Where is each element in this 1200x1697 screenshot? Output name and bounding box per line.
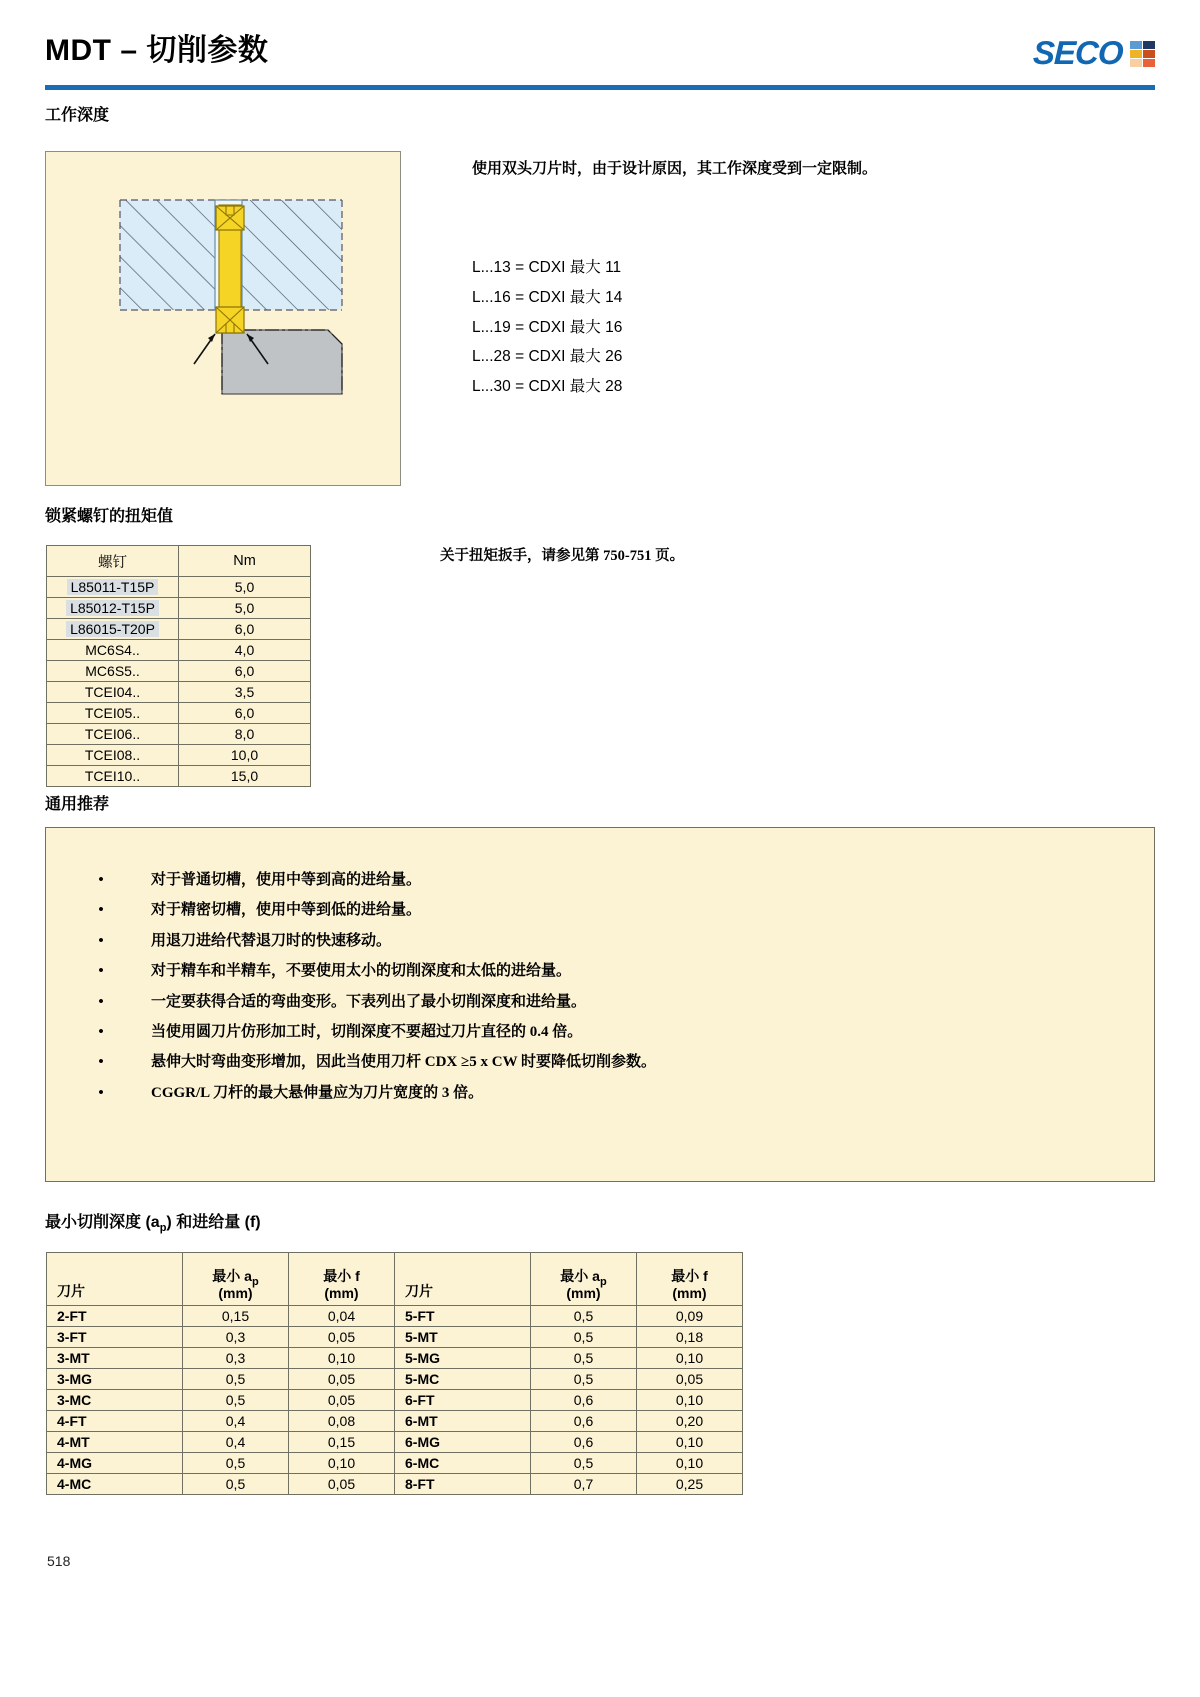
table-row: [47, 1306, 743, 1327]
recommendation-text: CGGR/L 刀杆的最大悬伸量应为刀片宽度的 3 倍。: [151, 1084, 484, 1101]
min-ap-left: 0,3: [183, 1327, 289, 1348]
min-values-heading: [45, 1213, 261, 1233]
seco-wordmark: SECO: [1032, 34, 1124, 71]
bullet-icon: •: [98, 1084, 104, 1101]
table-row: [47, 1474, 743, 1495]
torque-wrench-note: 关于扭矩扳手，请参见第 750-751 页。: [440, 548, 685, 564]
torque-nm: 4,0: [179, 640, 311, 661]
min-ap-right: 0,5: [531, 1453, 637, 1474]
table-row: [47, 1390, 743, 1411]
working-depth-figure: [45, 151, 401, 486]
working-depth-heading: 工作深度: [45, 107, 110, 124]
min-col-f-left-l2: (mm): [324, 1285, 359, 1301]
min-col-ap-right: [531, 1253, 637, 1306]
min-insert-right: 6-MC: [395, 1453, 531, 1474]
list-item: [96, 1078, 656, 1108]
min-ap-left: 0,5: [183, 1474, 289, 1495]
min-values-heading-part1: 最小切削深度 (a: [45, 1214, 160, 1231]
torque-table-wrapper: [46, 545, 311, 787]
min-values-table: [46, 1252, 743, 1495]
min-f-right: 0,10: [637, 1390, 743, 1411]
min-col-insert-right: [395, 1253, 531, 1306]
min-f-left: 0,08: [289, 1411, 395, 1432]
min-f-right: 0,10: [637, 1432, 743, 1453]
min-col-ap-right-l2: (mm): [566, 1285, 601, 1301]
table-row: [47, 577, 311, 598]
min-ap-right: 0,5: [531, 1348, 637, 1369]
cdxi-line: L...19 = CDXI 最大 16: [472, 318, 623, 336]
recommendation-text: 当使用圆刀片仿形加工时，切削深度不要超过刀片直径的 0.4 倍。: [151, 1024, 583, 1041]
min-insert-left: 3-MG: [47, 1369, 183, 1390]
min-col-ap-left-l2: (mm): [218, 1285, 253, 1301]
table-row: [47, 1432, 743, 1453]
min-f-right: 0,10: [637, 1453, 743, 1474]
page-header: [45, 30, 1155, 92]
min-col-insert-left-label: 刀片: [57, 1283, 85, 1299]
min-f-left: 0,05: [289, 1390, 395, 1411]
logo-square-3: [1130, 50, 1142, 58]
table-row: [47, 766, 311, 787]
working-depth-illustration: [46, 152, 400, 485]
logo-square-6: [1143, 59, 1155, 67]
bullet-icon: •: [98, 993, 104, 1010]
logo-square-1: [1130, 41, 1142, 49]
bullet-icon: •: [98, 963, 104, 980]
torque-nm: 5,0: [179, 577, 311, 598]
table-row: [47, 640, 311, 661]
torque-screw: MC6S4..: [47, 640, 179, 661]
min-col-ap-left-l1: 最小 $a_p$: [212, 1268, 259, 1288]
torque-screw: TCEI05..: [47, 703, 179, 724]
recommendation-text: 一定要获得合适的弯曲变形。下表列出了最小切削深度和进给量。: [151, 993, 587, 1010]
min-insert-right: 5-FT: [395, 1306, 531, 1327]
recommendations-list: [96, 865, 656, 1108]
seco-logo-squares-icon: [1130, 41, 1155, 67]
torque-screw: MC6S5..: [47, 661, 179, 682]
min-col-insert-left: [47, 1253, 183, 1306]
table-row: [47, 619, 311, 640]
recommendation-text: 对于精密切槽，使用中等到低的进给量。: [151, 902, 422, 919]
min-ap-left: 0,4: [183, 1432, 289, 1453]
recommendation-text: 对于普通切槽，使用中等到高的进给量。: [151, 872, 422, 888]
table-row: [47, 1348, 743, 1369]
min-insert-right: 6-FT: [395, 1390, 531, 1411]
min-insert-left: 2-FT: [47, 1306, 183, 1327]
cdxi-line: L...28 = CDXI 最大 26: [472, 348, 623, 366]
min-f-left: 0,15: [289, 1432, 395, 1453]
min-col-ap-left: [183, 1253, 289, 1306]
min-ap-left: 0,5: [183, 1369, 289, 1390]
list-item: [96, 987, 656, 1017]
min-ap-right: 0,6: [531, 1411, 637, 1432]
min-insert-left: 4-MG: [47, 1453, 183, 1474]
min-f-left: 0,05: [289, 1327, 395, 1348]
min-col-f-right-l1: 最小 f: [671, 1268, 708, 1284]
bullet-icon: •: [98, 1054, 104, 1071]
list-item: [96, 1047, 656, 1077]
min-insert-right: 5-MG: [395, 1348, 531, 1369]
bullet-icon: •: [98, 872, 104, 888]
min-insert-right: 5-MC: [395, 1369, 531, 1390]
min-ap-left: 0,4: [183, 1411, 289, 1432]
min-f-right: 0,10: [637, 1348, 743, 1369]
min-insert-left: 4-MT: [47, 1432, 183, 1453]
min-insert-left: 4-FT: [47, 1411, 183, 1432]
torque-screw: TCEI04..: [47, 682, 179, 703]
min-f-left: 0,10: [289, 1348, 395, 1369]
recommendation-text: 悬伸大时弯曲变形增加，因此当使用刀杆 CDX ≥5 x CW 时要降低切削参数。: [151, 1054, 657, 1071]
min-ap-left: 0,3: [183, 1348, 289, 1369]
min-col-f-right: [637, 1253, 743, 1306]
header-divider: [45, 85, 1155, 90]
list-item: [96, 926, 656, 956]
min-f-right: 0,09: [637, 1306, 743, 1327]
min-ap-right: 0,6: [531, 1432, 637, 1453]
seco-logo: [1033, 36, 1155, 70]
list-item: [96, 956, 656, 986]
min-ap-right: 0,6: [531, 1390, 637, 1411]
list-item: [96, 865, 656, 895]
min-insert-right: 6-MT: [395, 1411, 531, 1432]
table-row: [47, 724, 311, 745]
min-col-ap-right-l1: 最小 $a_p$: [560, 1268, 607, 1288]
min-ap-right: 0,5: [531, 1306, 637, 1327]
min-insert-right: 8-FT: [395, 1474, 531, 1495]
table-row: [47, 703, 311, 724]
torque-screw: L86015-T20P: [66, 621, 159, 637]
min-f-right: 0,20: [637, 1411, 743, 1432]
min-f-right: 0,25: [637, 1474, 743, 1495]
torque-screw: TCEI10..: [47, 766, 179, 787]
torque-nm: 15,0: [179, 766, 311, 787]
cdxi-limits-list: [472, 253, 622, 402]
cdxi-line: L...13 = CDXI 最大 11: [472, 259, 622, 276]
recommendations-box: [45, 827, 1155, 1182]
min-f-right: 0,05: [637, 1369, 743, 1390]
torque-screw: L85012-T15P: [66, 600, 159, 616]
min-ap-right: 0,5: [531, 1369, 637, 1390]
torque-screw: L85011-T15P: [67, 579, 159, 595]
table-row: [47, 682, 311, 703]
bullet-icon: •: [98, 1024, 104, 1041]
min-insert-left: 3-MT: [47, 1348, 183, 1369]
min-values-heading-sub: p: [159, 1222, 167, 1235]
page-number: 518: [47, 1553, 71, 1569]
min-f-left: 0,05: [289, 1474, 395, 1495]
min-ap-right: 0,5: [531, 1327, 637, 1348]
table-row: [47, 661, 311, 682]
min-insert-left: 3-MC: [47, 1390, 183, 1411]
recommendations-heading: 通用推荐: [45, 796, 110, 813]
min-values-heading-part2: ) 和进给量 (f): [166, 1214, 261, 1231]
torque-nm: 6,0: [179, 619, 311, 640]
min-f-right: 0,18: [637, 1327, 743, 1348]
torque-screw: TCEI08..: [47, 745, 179, 766]
torque-col-screw: 螺钉: [47, 546, 179, 577]
min-ap-left: 0,5: [183, 1453, 289, 1474]
min-col-f-right-l2: (mm): [672, 1285, 707, 1301]
torque-screw: TCEI06..: [47, 724, 179, 745]
page-title: MDT – 切削参数: [45, 34, 269, 67]
table-row: [47, 1411, 743, 1432]
min-insert-right: 6-MG: [395, 1432, 531, 1453]
recommendation-text: 用退刀进给代替退刀时的快速移动。: [151, 932, 392, 949]
min-col-insert-right-label: 刀片: [405, 1283, 433, 1299]
recommendation-text: 对于精车和半精车，不要使用太小的切削深度和太低的进给量。: [151, 963, 572, 980]
torque-col-nm: Nm: [179, 546, 311, 577]
cdxi-line: L...30 = CDXI 最大 28: [472, 378, 623, 396]
torque-nm: 5,0: [179, 598, 311, 619]
torque-nm: 6,0: [179, 703, 311, 724]
table-header-row: [47, 546, 311, 577]
list-item: [96, 895, 656, 925]
torque-heading: 锁紧螺钉的扭矩值: [45, 508, 174, 525]
min-f-left: 0,10: [289, 1453, 395, 1474]
min-ap-left: 0,15: [183, 1306, 289, 1327]
working-depth-intro-text: 使用双头刀片时，由于设计原因，其工作深度受到一定限制。: [472, 161, 878, 177]
min-ap-left: 0,5: [183, 1390, 289, 1411]
table-row: [47, 1369, 743, 1390]
min-insert-right: 5-MT: [395, 1327, 531, 1348]
min-ap-right: 0,7: [531, 1474, 637, 1495]
torque-nm: 6,0: [179, 661, 311, 682]
logo-square-2: [1143, 41, 1155, 49]
table-header-row: [47, 1253, 743, 1306]
min-values-table-wrapper: [46, 1252, 743, 1495]
list-item: [96, 1017, 656, 1047]
min-col-f-left-l1: 最小 f: [323, 1268, 360, 1284]
logo-square-5: [1130, 59, 1142, 67]
min-f-left: 0,05: [289, 1369, 395, 1390]
cdxi-line: L...16 = CDXI 最大 14: [472, 288, 623, 306]
torque-nm: 10,0: [179, 745, 311, 766]
table-row: [47, 598, 311, 619]
min-insert-left: 3-FT: [47, 1327, 183, 1348]
min-col-f-left: [289, 1253, 395, 1306]
table-row: [47, 1453, 743, 1474]
torque-table: [46, 545, 311, 787]
table-row: [47, 1327, 743, 1348]
bullet-icon: •: [98, 902, 104, 919]
table-row: [47, 745, 311, 766]
logo-square-4: [1143, 50, 1155, 58]
torque-nm: 3,5: [179, 682, 311, 703]
bullet-icon: •: [98, 932, 104, 949]
min-f-left: 0,04: [289, 1306, 395, 1327]
torque-nm: 8,0: [179, 724, 311, 745]
min-insert-left: 4-MC: [47, 1474, 183, 1495]
